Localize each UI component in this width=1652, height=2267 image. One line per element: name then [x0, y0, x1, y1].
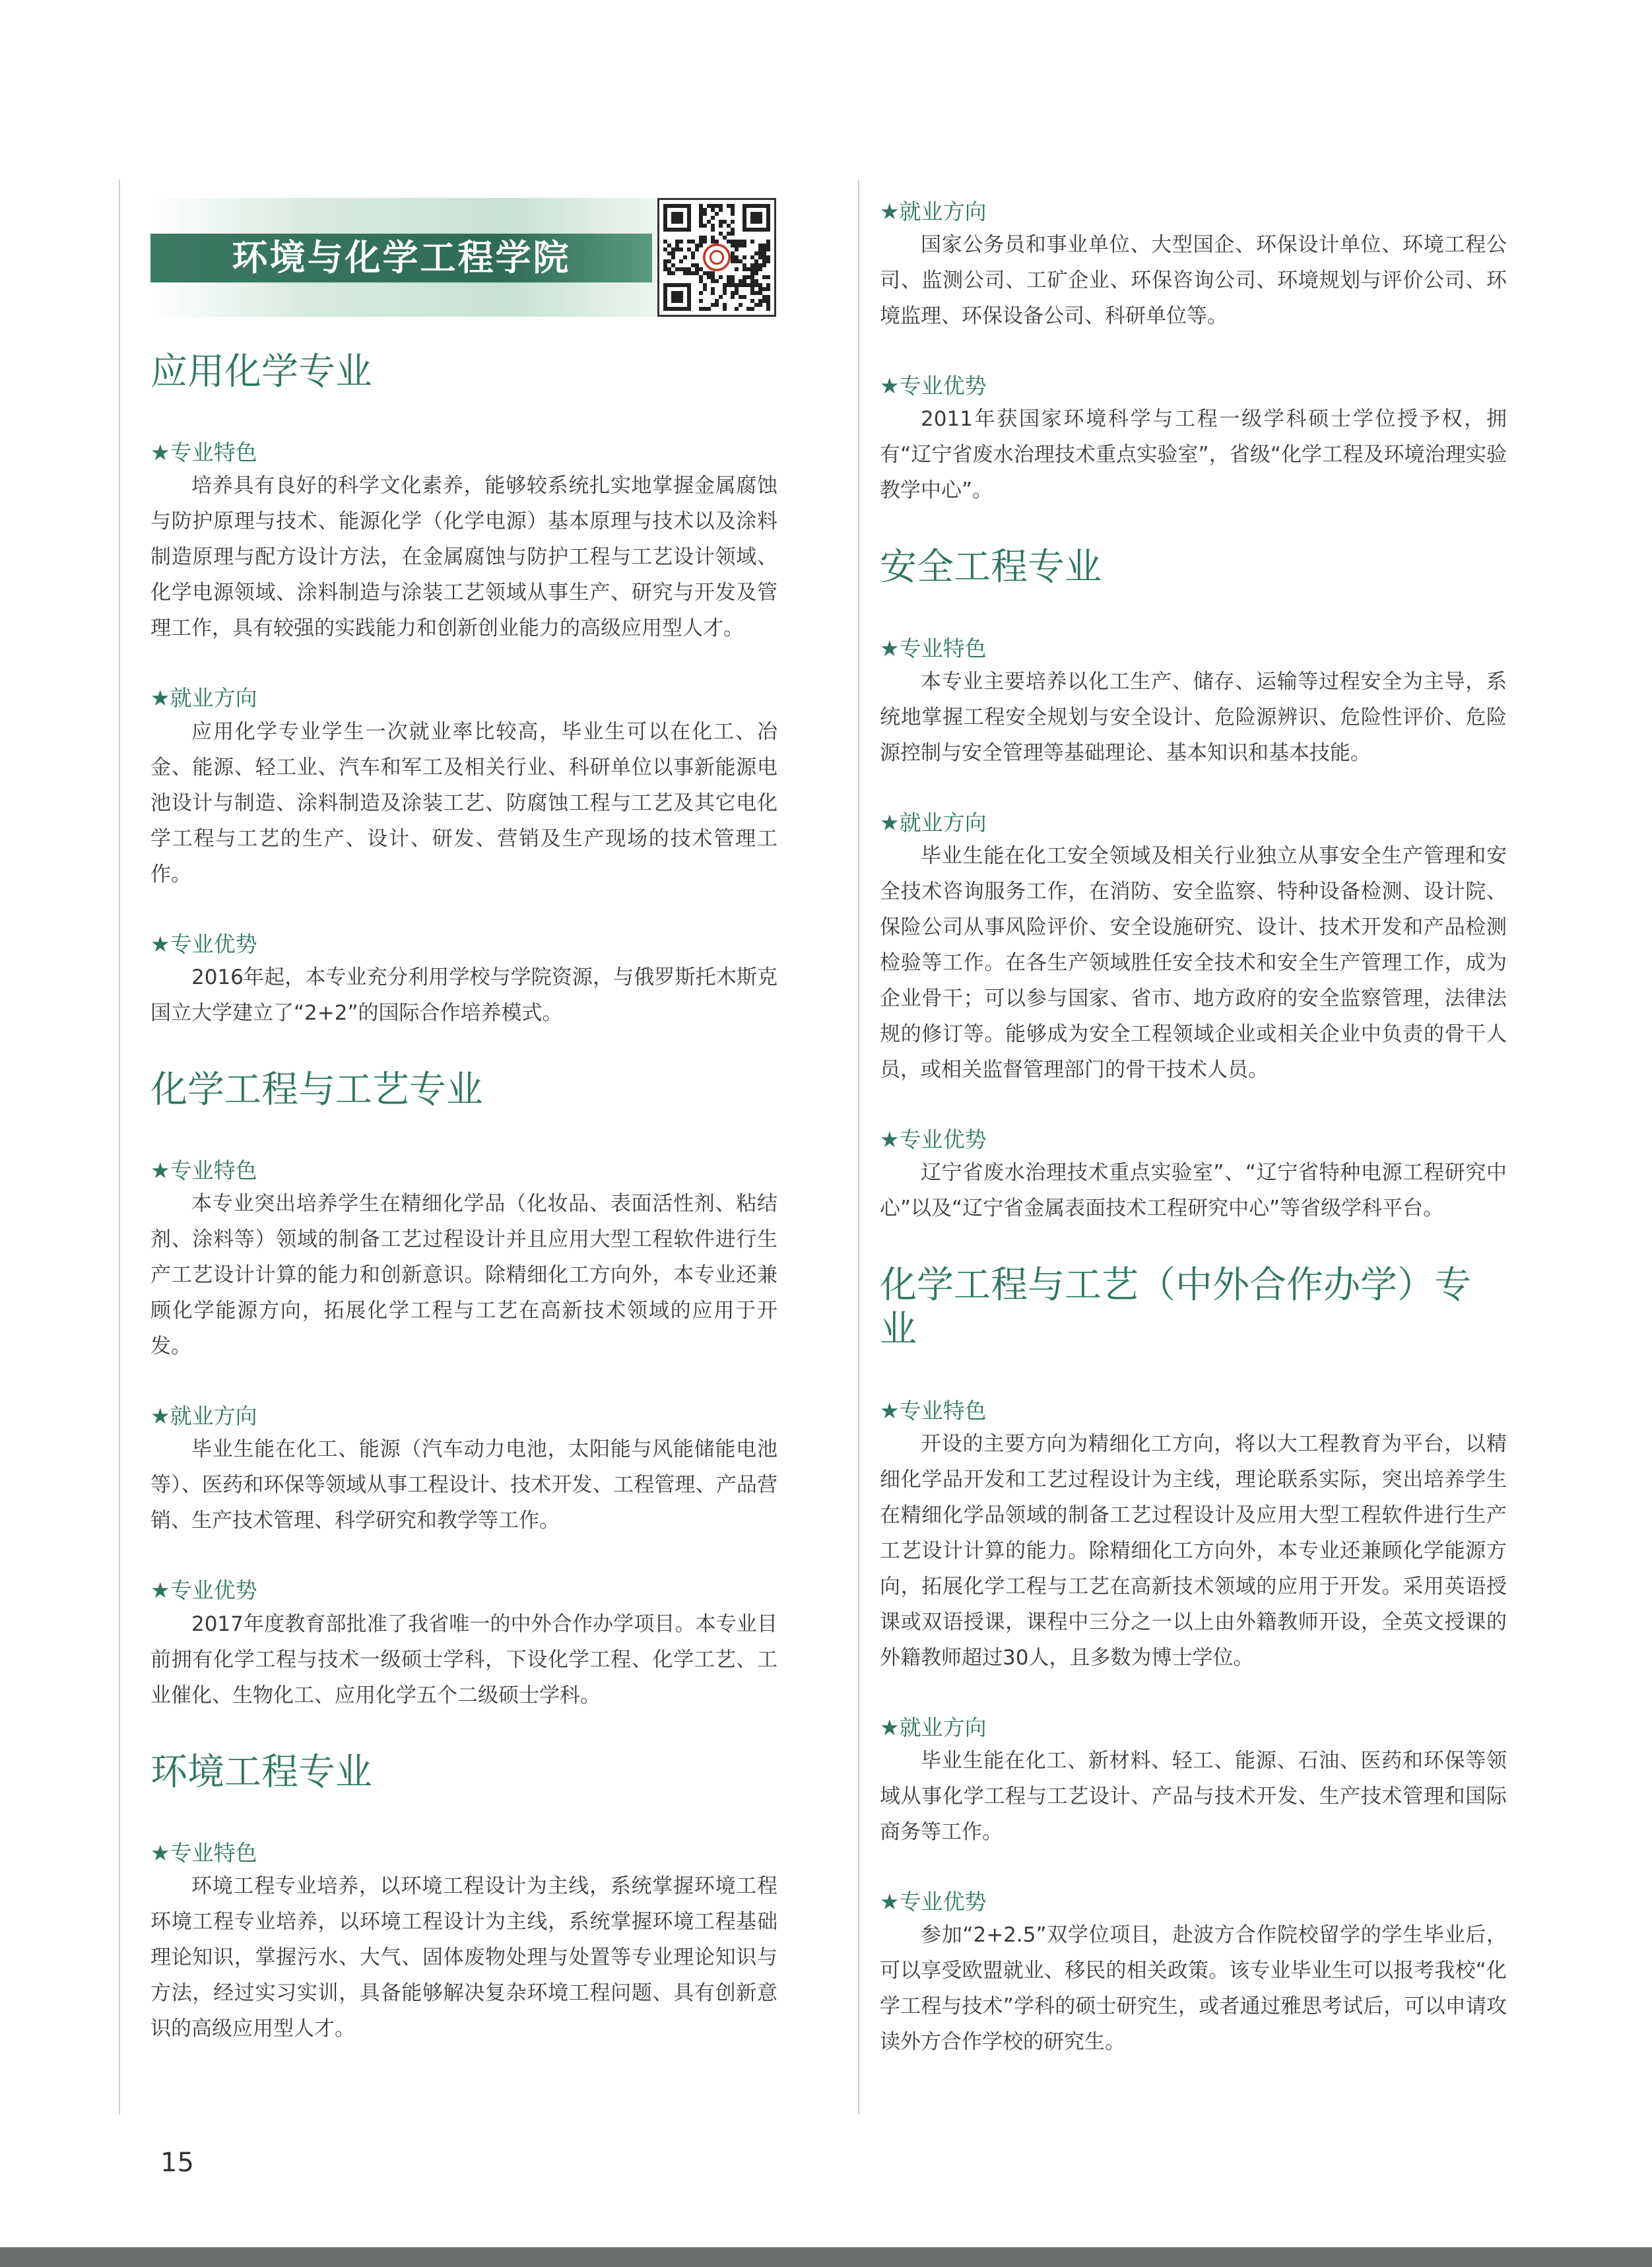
qr-module	[731, 291, 735, 295]
qr-module	[727, 283, 731, 287]
qr-module	[699, 267, 703, 271]
section-text: 毕业生能在化工安全领域及相关行业独立从事安全生产管理和安全技术咨询服务工作，在消防、安全监察、特种设备检测、设计院、保险公司从事风险评价、安全设施研究、设计、技术开发和产品检测检验等工作。在各生产领域胜任安全技术和安全生产管理工作，成为企业骨干；可以参与国家、省市、地方政府的安全监察管理，法律法规的修订等。能够成为安全工程领域企业或相关企业中负责的骨干人员，或相关监督管理部门的骨干技术人员。	[880, 843, 1507, 1082]
qr-module	[675, 247, 679, 251]
section-text: 开设的主要方向为精细化工方向，将以大工程教育为平台，以精细化学品开发和工艺过程设计为主线，理论联系实际，突出培养学生在精细化学品领域的制备工艺过程设计及应用大型工程软件进行生产工艺设计计算的能力。除精细化工方向外，本专业还兼顾化学能源方向，拓展化学工程与工艺在高新技术领域的应用于开发。采用英语授课或双语授课，课程中三分之一以上由外籍教师开设，全英文授课的外籍教师超过30人，且多数为博士学位。	[880, 1431, 1507, 1670]
qr-module	[667, 244, 671, 247]
qr-module	[703, 208, 707, 212]
section-label: ★就业方向	[880, 199, 987, 224]
qr-module	[699, 279, 703, 283]
qr-module	[727, 275, 731, 279]
qr-module	[671, 251, 675, 255]
qr-module	[703, 240, 707, 244]
section-label: ★就业方向	[880, 1714, 987, 1740]
qr-module	[750, 283, 754, 287]
qr-module	[743, 267, 746, 271]
qr-module	[683, 271, 687, 275]
qr-module	[766, 244, 770, 247]
qr-module	[739, 283, 743, 287]
qr-module	[758, 303, 762, 307]
qr-module	[707, 204, 711, 208]
college-banner	[150, 198, 777, 317]
qr-module	[766, 303, 770, 307]
qr-module	[699, 244, 703, 247]
qr-module	[758, 287, 762, 291]
qr-module	[766, 255, 770, 259]
qr-module	[739, 295, 743, 299]
qr-module	[699, 208, 703, 212]
qr-module	[731, 208, 735, 212]
section-label: ★专业优势	[880, 1888, 987, 1915]
qr-module	[735, 267, 739, 271]
qr-module	[723, 236, 727, 240]
qr-module	[750, 279, 754, 283]
qr-module	[683, 255, 687, 259]
qr-module	[758, 255, 762, 259]
qr-module	[762, 299, 766, 303]
qr-module	[723, 291, 727, 295]
qr-module	[711, 279, 715, 283]
qr-module	[766, 247, 770, 251]
qr-module	[754, 259, 758, 263]
qr-module	[707, 275, 711, 279]
qr-module	[703, 224, 707, 228]
qr-module	[671, 263, 675, 267]
qr-module	[711, 204, 715, 208]
qr-module	[699, 299, 703, 303]
qr-module	[766, 259, 770, 263]
footer-band	[0, 2247, 1652, 2267]
qr-module	[762, 287, 766, 291]
section-label: ★专业优势	[150, 931, 257, 957]
qr-module	[750, 240, 754, 244]
qr-module	[711, 275, 715, 279]
qr-module	[750, 255, 754, 259]
qr-module	[715, 279, 719, 283]
qr-module	[731, 259, 735, 263]
major-title-sino-foreign-chemical-engineering: 化学工程与工艺（中外合作办学）专业	[880, 1264, 1471, 1352]
qr-module	[719, 204, 723, 208]
qr-module	[703, 212, 707, 216]
qr-module	[699, 224, 703, 228]
qr-module	[743, 255, 746, 259]
qr-module	[679, 240, 683, 244]
section-text: 环境工程专业培养，以环境工程设计为主线，系统掌握环境工程环境工程专业培养，以环境工程设计为主线，系统掌握环境工程基础理论知识，掌握污水、大气、固体废物处理与处置等专业理论知识与方法，经过实习实训，具备能够解决复杂环境工程问题、具有创新意识的高级应用型人才。	[150, 1874, 777, 2041]
qr-module	[723, 307, 727, 311]
qr-module	[735, 259, 739, 263]
qr-code-icon[interactable]	[657, 198, 776, 317]
qr-module	[703, 283, 707, 287]
qr-module	[754, 263, 758, 267]
qr-module	[731, 220, 735, 224]
qr-logo-icon	[704, 245, 729, 270]
qr-module	[758, 244, 762, 247]
qr-module	[766, 287, 770, 291]
qr-module	[683, 267, 687, 271]
qr-module	[731, 279, 735, 283]
section-text: 2011年获国家环境科学与工程一级学科硕士学位授予权，拥有“辽宁省废水治理技术重点实验室”，省级“化学工程及环境治理实验教学中心”。	[880, 407, 1507, 503]
qr-module	[711, 240, 715, 244]
section-text: 国家公务员和事业单位、大型国企、环保设计单位、环境工程公司、监测公司、工矿企业、环保咨询公司、环境规划与评价公司、环境监理、环保设备公司、科研单位等。	[880, 233, 1507, 329]
qr-module	[762, 255, 766, 259]
qr-module	[750, 275, 754, 279]
qr-module	[758, 283, 762, 287]
qr-module	[715, 303, 719, 307]
qr-module	[746, 275, 750, 279]
section-label: ★专业优势	[150, 1577, 257, 1604]
qr-module	[735, 287, 739, 291]
qr-module	[663, 267, 667, 271]
qr-module	[695, 267, 699, 271]
qr-module	[766, 295, 770, 299]
qr-module	[754, 303, 758, 307]
qr-module	[735, 244, 739, 247]
qr-module	[679, 247, 683, 251]
qr-module	[754, 267, 758, 271]
qr-module	[699, 212, 703, 216]
qr-module	[758, 247, 762, 251]
major-title-safety-engineering: 安全工程专业	[880, 546, 1102, 589]
qr-module	[715, 204, 719, 208]
qr-module	[671, 255, 675, 259]
qr-module	[743, 263, 746, 267]
qr-module	[758, 263, 762, 267]
right-column-divider	[858, 180, 859, 2115]
section-label: ★就业方向	[880, 809, 987, 836]
qr-finder-core	[750, 212, 762, 224]
qr-module	[715, 212, 719, 216]
qr-module	[766, 240, 770, 244]
qr-module	[703, 236, 707, 240]
section-text: 辽宁省废水治理技术重点实验室”、“辽宁省特种电源工程研究中心”以及“辽宁省金属表面技术工程研究中心”等省级学科平台。	[880, 1161, 1507, 1221]
qr-module	[727, 232, 731, 236]
college-title: 环境与化学工程学院	[232, 237, 571, 279]
qr-module	[699, 220, 703, 224]
qr-module	[754, 279, 758, 283]
qr-module	[691, 255, 695, 259]
qr-module	[699, 240, 703, 244]
qr-module	[758, 267, 762, 271]
qr-module	[766, 275, 770, 279]
qr-module	[711, 271, 715, 275]
section-label: ★专业特色	[880, 635, 987, 661]
qr-module	[719, 224, 723, 228]
qr-module	[739, 259, 743, 263]
qr-module	[762, 295, 766, 299]
qr-module	[727, 204, 731, 208]
qr-module	[675, 244, 679, 247]
qr-module	[671, 247, 675, 251]
qr-module	[687, 240, 691, 244]
qr-module	[695, 244, 699, 247]
qr-module	[699, 216, 703, 220]
qr-module	[762, 275, 766, 279]
qr-module	[743, 283, 746, 287]
section-text: 参加“2+2.5”双学位项目，赴波方合作院校留学的学生毕业后，可以享受欧盟就业、移民的相关政策。该专业毕业生可以报考我校“化学工程与技术”学科的硕士研究生，或者通过雅思考试后，可以申请攻读外方合作学校的研究生。	[880, 1923, 1507, 2054]
qr-module	[691, 240, 695, 244]
section-text: 本专业主要培养以化工生产、储存、运输等过程安全为主导，系统地掌握工程安全规划与安全设计、危险源辨识、危险性评价、危险源控制与安全管理等基础理论、基本知识和基本技能。	[880, 669, 1507, 765]
section-label: ★就业方向	[150, 1403, 257, 1429]
qr-module	[750, 267, 754, 271]
qr-module	[707, 271, 711, 275]
qr-module	[731, 275, 735, 279]
qr-module	[750, 287, 754, 291]
qr-module	[707, 220, 711, 224]
qr-module	[719, 220, 723, 224]
qr-module	[699, 291, 703, 295]
qr-module	[743, 240, 746, 244]
qr-module	[691, 263, 695, 267]
section-text: 本专业突出培养学生在精细化学品（化妆品、表面活性剂、粘结剂、涂料等）领域的制备工艺过程设计并且应用大型工程软件进行生产工艺设计计算的能力和创新意识。除精细化工方向外，本专业还兼顾化学能源方向，拓展化学工程与工艺在高新技术领域的应用于开发。	[150, 1192, 777, 1359]
left-column-divider	[119, 180, 120, 2115]
major-title-applied-chemistry: 应用化学专业	[150, 350, 372, 393]
qr-module	[762, 259, 766, 263]
qr-module	[679, 267, 683, 271]
section-label: ★就业方向	[150, 685, 257, 711]
qr-module	[750, 299, 754, 303]
qr-module	[731, 283, 735, 287]
qr-module	[703, 287, 707, 291]
qr-module	[711, 208, 715, 212]
qr-module	[758, 291, 762, 295]
qr-module	[731, 212, 735, 216]
major-title-environmental-engineering: 环境工程专业	[150, 1750, 372, 1794]
qr-module	[735, 291, 739, 295]
section-text: 2017年度教育部批准了我省唯一的中外合作办学项目。本专业目前拥有化学工程与技术一级硕士学科，下设化学工程、化学工艺、工业催化、生物化工、应用化学五个二级硕士学科。	[150, 1612, 777, 1707]
qr-module	[762, 251, 766, 255]
qr-module	[735, 307, 739, 311]
qr-module	[711, 287, 715, 291]
qr-module	[762, 244, 766, 247]
qr-module	[762, 263, 766, 267]
qr-finder-core	[671, 212, 683, 224]
qr-module	[731, 240, 735, 244]
qr-module	[750, 271, 754, 275]
qr-module	[731, 204, 735, 208]
qr-module	[739, 244, 743, 247]
qr-module	[766, 299, 770, 303]
qr-module	[723, 303, 727, 307]
qr-module	[663, 247, 667, 251]
qr-module	[731, 232, 735, 236]
major-title-chemical-engineering: 化学工程与工艺专业	[150, 1068, 483, 1111]
section-text: 毕业生能在化工、能源（汽车动力电池，太阳能与风能储能电池等）、医药和环保等领域从事工程设计、技术开发、工程管理、产品营销、生产技术管理、科学研究和教学等工作。	[150, 1437, 777, 1533]
section-text: 毕业生能在化工、新材料、轻工、能源、石油、医药和环保等领域从事化学工程与工艺设计、产品与技术开发、生产技术管理和国际商务等工作。	[880, 1748, 1507, 1844]
qr-module	[727, 279, 731, 283]
qr-module	[723, 283, 727, 287]
qr-module	[723, 287, 727, 291]
qr-module	[719, 295, 723, 299]
qr-module	[711, 224, 715, 228]
page-number: 15	[160, 2148, 194, 2178]
qr-module	[731, 228, 735, 232]
qr-module	[746, 283, 750, 287]
qr-module	[707, 307, 711, 311]
qr-module	[754, 271, 758, 275]
qr-module	[731, 255, 735, 259]
qr-module	[735, 283, 739, 287]
qr-module	[743, 275, 746, 279]
qr-module	[703, 307, 707, 311]
qr-module	[667, 259, 671, 263]
qr-module	[766, 283, 770, 287]
qr-module	[679, 259, 683, 263]
qr-module	[699, 275, 703, 279]
qr-module	[711, 303, 715, 307]
qr-module	[687, 247, 691, 251]
qr-module	[766, 307, 770, 311]
qr-module	[711, 216, 715, 220]
qr-module	[711, 228, 715, 232]
qr-module	[695, 271, 699, 275]
qr-module	[687, 271, 691, 275]
qr-module	[667, 267, 671, 271]
section-label: ★专业优势	[880, 373, 987, 399]
section-label: ★专业特色	[150, 1157, 257, 1183]
qr-module	[727, 240, 731, 244]
qr-module	[735, 255, 739, 259]
qr-module	[719, 275, 723, 279]
qr-module	[731, 244, 735, 247]
section-label: ★专业特色	[150, 1839, 257, 1866]
qr-module	[711, 236, 715, 240]
qr-module	[750, 263, 754, 267]
qr-module	[719, 208, 723, 212]
qr-module	[739, 240, 743, 244]
section-text: 2016年起，本专业充分利用学校与学院资源，与俄罗斯托木斯克国立大学建立了“2+2”的国际合作培养模式。	[150, 965, 777, 1025]
qr-module	[735, 240, 739, 244]
qr-module	[695, 247, 699, 251]
qr-module	[746, 307, 750, 311]
qr-module	[731, 251, 735, 255]
qr-module	[711, 291, 715, 295]
qr-module	[754, 291, 758, 295]
qr-module	[743, 244, 746, 247]
qr-module	[699, 204, 703, 208]
qr-module	[675, 267, 679, 271]
qr-module	[663, 263, 667, 267]
qr-module	[695, 263, 699, 267]
qr-module	[743, 295, 746, 299]
qr-module	[691, 271, 695, 275]
qr-module	[675, 240, 679, 244]
section-text: 应用化学专业学生一次就业率比较高，毕业生可以在化工、冶金、能源、轻工业、汽车和军工及相关行业、科研单位以事新能源电池设计与制造、涂料制造及涂装工艺、防腐蚀工程与工艺及其它电化学工程与工艺的生产、设计、研发、营销及生产现场的技术管理工作。	[150, 719, 777, 886]
qr-module	[699, 236, 703, 240]
qr-module	[746, 267, 750, 271]
qr-module	[699, 307, 703, 311]
qr-module	[719, 232, 723, 236]
section-label: ★专业特色	[880, 1397, 987, 1424]
qr-module	[754, 283, 758, 287]
qr-module	[671, 271, 675, 275]
qr-module	[663, 259, 667, 263]
qr-finder-core	[671, 291, 683, 303]
qr-module	[750, 291, 754, 295]
qr-module	[723, 220, 727, 224]
section-text: 培养具有良好的科学文化素养，能够较系统扎实地掌握金属腐蚀与防护原理与技术、能源化学（化学电源）基本原理与技术以及涂料制造原理与配方设计方法，在金属腐蚀与防护工程与工艺设计领域、化学电源领域、涂料制造与涂装工艺领域从事生产、研究与开发及管理工作，具有较强的实践能力和创新创业能力的高级应用型人才。	[150, 474, 777, 641]
section-label: ★专业优势	[880, 1126, 987, 1152]
qr-module	[739, 279, 743, 283]
qr-module	[735, 247, 739, 251]
left-column	[150, 198, 777, 2047]
section-label: ★专业特色	[150, 440, 257, 466]
qr-module	[703, 271, 707, 275]
qr-module	[715, 240, 719, 244]
qr-module	[691, 251, 695, 255]
qr-module	[731, 295, 735, 299]
qr-module	[715, 299, 719, 303]
qr-module	[758, 251, 762, 255]
qr-module	[667, 271, 671, 275]
qr-module	[739, 303, 743, 307]
qr-module	[687, 267, 691, 271]
qr-module	[727, 224, 731, 228]
qr-module	[754, 251, 758, 255]
qr-module	[663, 240, 667, 244]
qr-module	[750, 307, 754, 311]
qr-module	[743, 279, 746, 283]
right-column	[880, 197, 1507, 2060]
qr-module	[667, 251, 671, 255]
qr-module	[758, 299, 762, 303]
qr-module	[762, 247, 766, 251]
